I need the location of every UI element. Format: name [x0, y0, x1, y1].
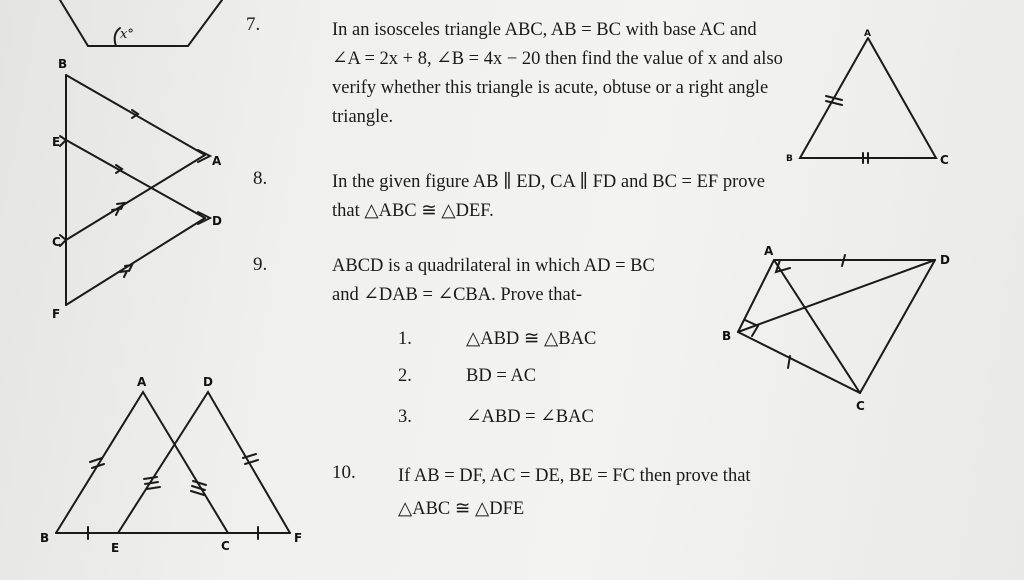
dtri-label-a: A [137, 375, 147, 389]
part-text: △ABD ≅ △BAC [466, 329, 597, 349]
part-number: 2. [398, 366, 412, 386]
parallel-figure [60, 75, 210, 305]
triangle-label-c: C [940, 153, 949, 167]
point-label-c: C [52, 235, 61, 249]
double-triangle-figure [56, 392, 290, 539]
question-9-line: ABCD is a quadrilateral in which AD = BC [332, 256, 655, 276]
question-8-text [332, 168, 765, 226]
part-text: BD = AC [466, 366, 537, 386]
question-8-line: In the given figure AB ∥ ED, CA ∥ FD and BC = EF prove [332, 172, 765, 192]
part-text: ∠ABD = ∠BAC [466, 407, 594, 427]
dtri-label-b: B [40, 531, 50, 545]
triangle-label-b: B [786, 154, 793, 164]
question-10-line: If AB = DF, AC = DE, BE = FC then prove that [398, 466, 751, 486]
isosceles-triangle [800, 38, 936, 163]
question-9-part-3 [398, 406, 594, 428]
question-10-number: 10. [332, 462, 356, 483]
part-number: 1. [398, 329, 412, 349]
quad-label-b: B [722, 329, 732, 343]
dtri-label-c: C [221, 539, 230, 553]
quad-label-d: D [940, 253, 950, 267]
quadrilateral-figure [738, 255, 935, 393]
question-10-text [398, 460, 751, 526]
point-label-f: F [52, 307, 61, 321]
quad-label-a: A [764, 244, 774, 258]
question-9-number: 9. [253, 254, 268, 275]
quad-label-c: C [856, 399, 865, 413]
angle-figure [60, 0, 222, 46]
dtri-label-d: D [203, 375, 213, 389]
question-9-line: and ∠DAB = ∠CBA. Prove that- [332, 285, 583, 305]
question-7-line: triangle. [332, 107, 394, 127]
question-9-part-2 [398, 366, 536, 387]
dtri-label-e: E [111, 541, 120, 555]
question-7-line: verify whether this triangle is acute, obtuse or a right angle [332, 78, 769, 98]
dtri-label-f: F [294, 531, 303, 545]
question-9-part-1 [398, 328, 596, 350]
question-7-number: 7. [246, 14, 261, 35]
question-9-text [332, 252, 655, 310]
point-label-e: E [52, 135, 61, 149]
angle-x-label: x° [120, 27, 134, 42]
part-number: 3. [398, 407, 412, 427]
question-7-line: In an isosceles triangle ABC, AB = BC with base AC and [332, 20, 757, 40]
point-label-a: A [212, 154, 222, 168]
question-7-line: ∠A = 2x + 8, ∠B = 4x − 20 then find the value of x and also [332, 49, 783, 69]
question-8-number: 8. [253, 168, 268, 189]
question-7-text [332, 16, 783, 132]
question-10-line: △ABC ≅ △DFE [398, 499, 525, 519]
point-label-b: B [58, 57, 68, 71]
triangle-label-a: A [864, 29, 871, 39]
question-8-line: that △ABC ≅ △DEF. [332, 201, 494, 221]
point-label-d: D [212, 214, 222, 228]
